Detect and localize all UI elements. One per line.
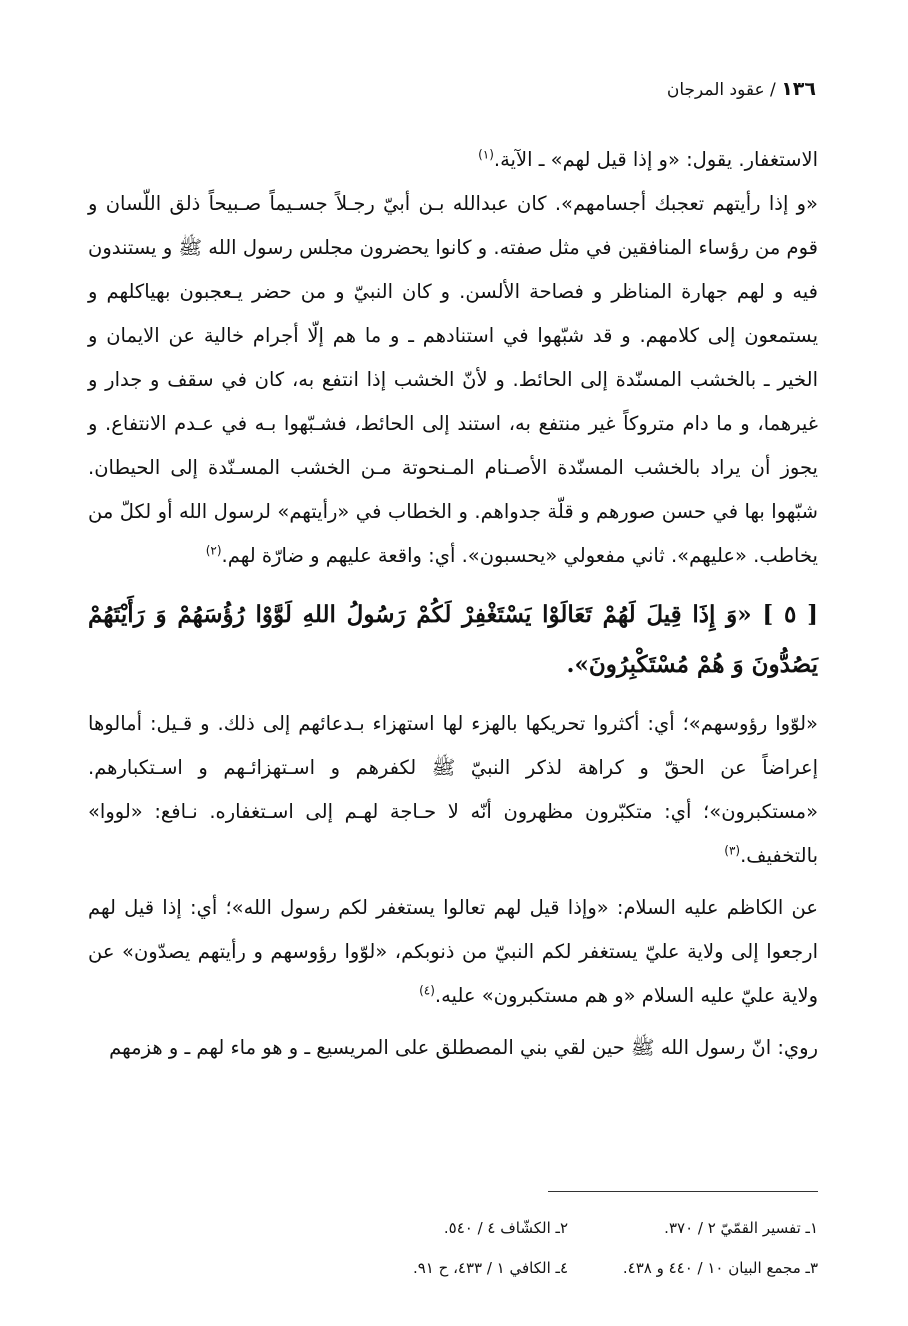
main-text (88, 138, 818, 1070)
book-title: عقود المرجان (666, 80, 765, 100)
footnote-item: ٢ـ الكشّاف ٤ / ٥٤٠. (443, 1219, 568, 1237)
footnote-marker: (٢) (205, 543, 222, 558)
paragraph (88, 182, 818, 578)
paragraph (88, 886, 818, 1018)
page-number: ١٣٦ (781, 78, 816, 100)
footnote-item: ٤ـ الكافي ١ / ٤٣٣، ح ٩١. (412, 1259, 568, 1277)
paragraph-text: الاستغفار. يقول: «و إذا قيل لهم» ـ الآية. (493, 148, 818, 171)
footnote-marker: (٣) (724, 843, 741, 858)
quran-verse: [ ٥ ] «وَ إِذَا قِيلَ لَهُمْ تَعَالَوْا يَسْتَغْفِرْ لَكُمْ رَسُولُ اللهِ لَوَّوْا رُؤُسَهُمْ وَ رَأَيْتَهُمْ يَصُدُّونَ وَ هُمْ مُسْتَكْبِرُونَ». (88, 601, 818, 678)
footnote-item: ١ـ تفسير القمّيّ ٢ / ٣٧٠. (664, 1219, 818, 1237)
footnote-marker: (٤) (419, 983, 435, 998)
footnote-item: ٣ـ مجمع البيان ١٠ / ٤٤٠ و ٤٣٨. (622, 1259, 818, 1277)
footnote-divider (548, 1191, 818, 1192)
footnote-marker: (١) (478, 147, 494, 162)
paragraph-text: «و إذا رأيتهم تعجبك أجسامهم». كان عبدالله بـن أبيّ رجـلاً جسـيماً صـبيحاً ذلق اللّسان و قوم من رؤساء المنافقين في مثل صفته. و كانوا يحضرون مجلس رسول الله ﷺ و يستندون فيه و لهم جهارة المناظر و فصاحة الألسن. و كان النبيّ و من حضر يـعجبون بهياكلهم و يستمعون إلى كلامهم. و قد شبّهوا في استنادهم ـ و ما هم إلّا أجرام خالية عن الايمان و الخير ـ بالخشب المسنّدة إلى الحائط. و لأنّ الخشب إذا انتفع به، كان في سقف و جدار و غيرهما، و ما دام متروكاً غير منتفع به، استند إلى الحائط، فشـبّهوا بـه في عـدم الانتفاع. و يجوز أن يراد بالخشب المسنّدة الأصـنام المـنحوتة مـن الخشب المسـنّدة إلى الحيطان. شبّهوا بها في حسن صورهم و قلّة جدواهم. و الخطاب في «رأيتهم» لرسول الله أو لكلّ من يخاطب. «عليهم». ثاني مفعولي «يحسبون». أي: واقعة عليهم و ضارّة لهم. (88, 192, 818, 567)
footnote-row (318, 1208, 818, 1248)
paragraph (88, 1026, 818, 1070)
footnote-row (318, 1248, 818, 1288)
header-separator: / (764, 80, 782, 100)
paragraph (88, 702, 818, 878)
paragraph-text: عن الكاظم عليه السلام: «وإذا قيل لهم تعالوا يستغفر لكم رسول الله»؛ أي: إذا قيل لهم ارجعوا إلى ولاية عليّ يستغفر لكم النبيّ من ذنوبكم، «لوّوا رؤوسهم و رأيتهم يصدّون» عن ولاية عليّ عليه السلام «و هم مستكبرون» عليه. (88, 896, 818, 1007)
paragraph (88, 138, 818, 182)
footnotes (318, 1208, 818, 1288)
paragraph-text: روي: انّ رسول الله ﷺ حين لقي بني المصطلق على المريسيع ـ و هو ماء لهم ـ و هزمهم (109, 1036, 818, 1059)
running-header (667, 78, 816, 100)
paragraph-text: «لوّوا رؤوسهم»؛ أي: أكثروا تحريكها بالهزء لها استهزاء بـدعائهم إلى ذلك. و قـيل: أمالوها إعراضاً عن الحقّ و كراهة لذكر النبيّ ﷺ لكفرهم و اسـتهزائـهم و اسـتكبارهم. «مستكبرون»؛ أي: متكبّرون مظهرون أنّه لا حـاجة لهـم إلى اسـتغفاره. نـافع: «لووا» بالتخفيف. (88, 712, 818, 867)
